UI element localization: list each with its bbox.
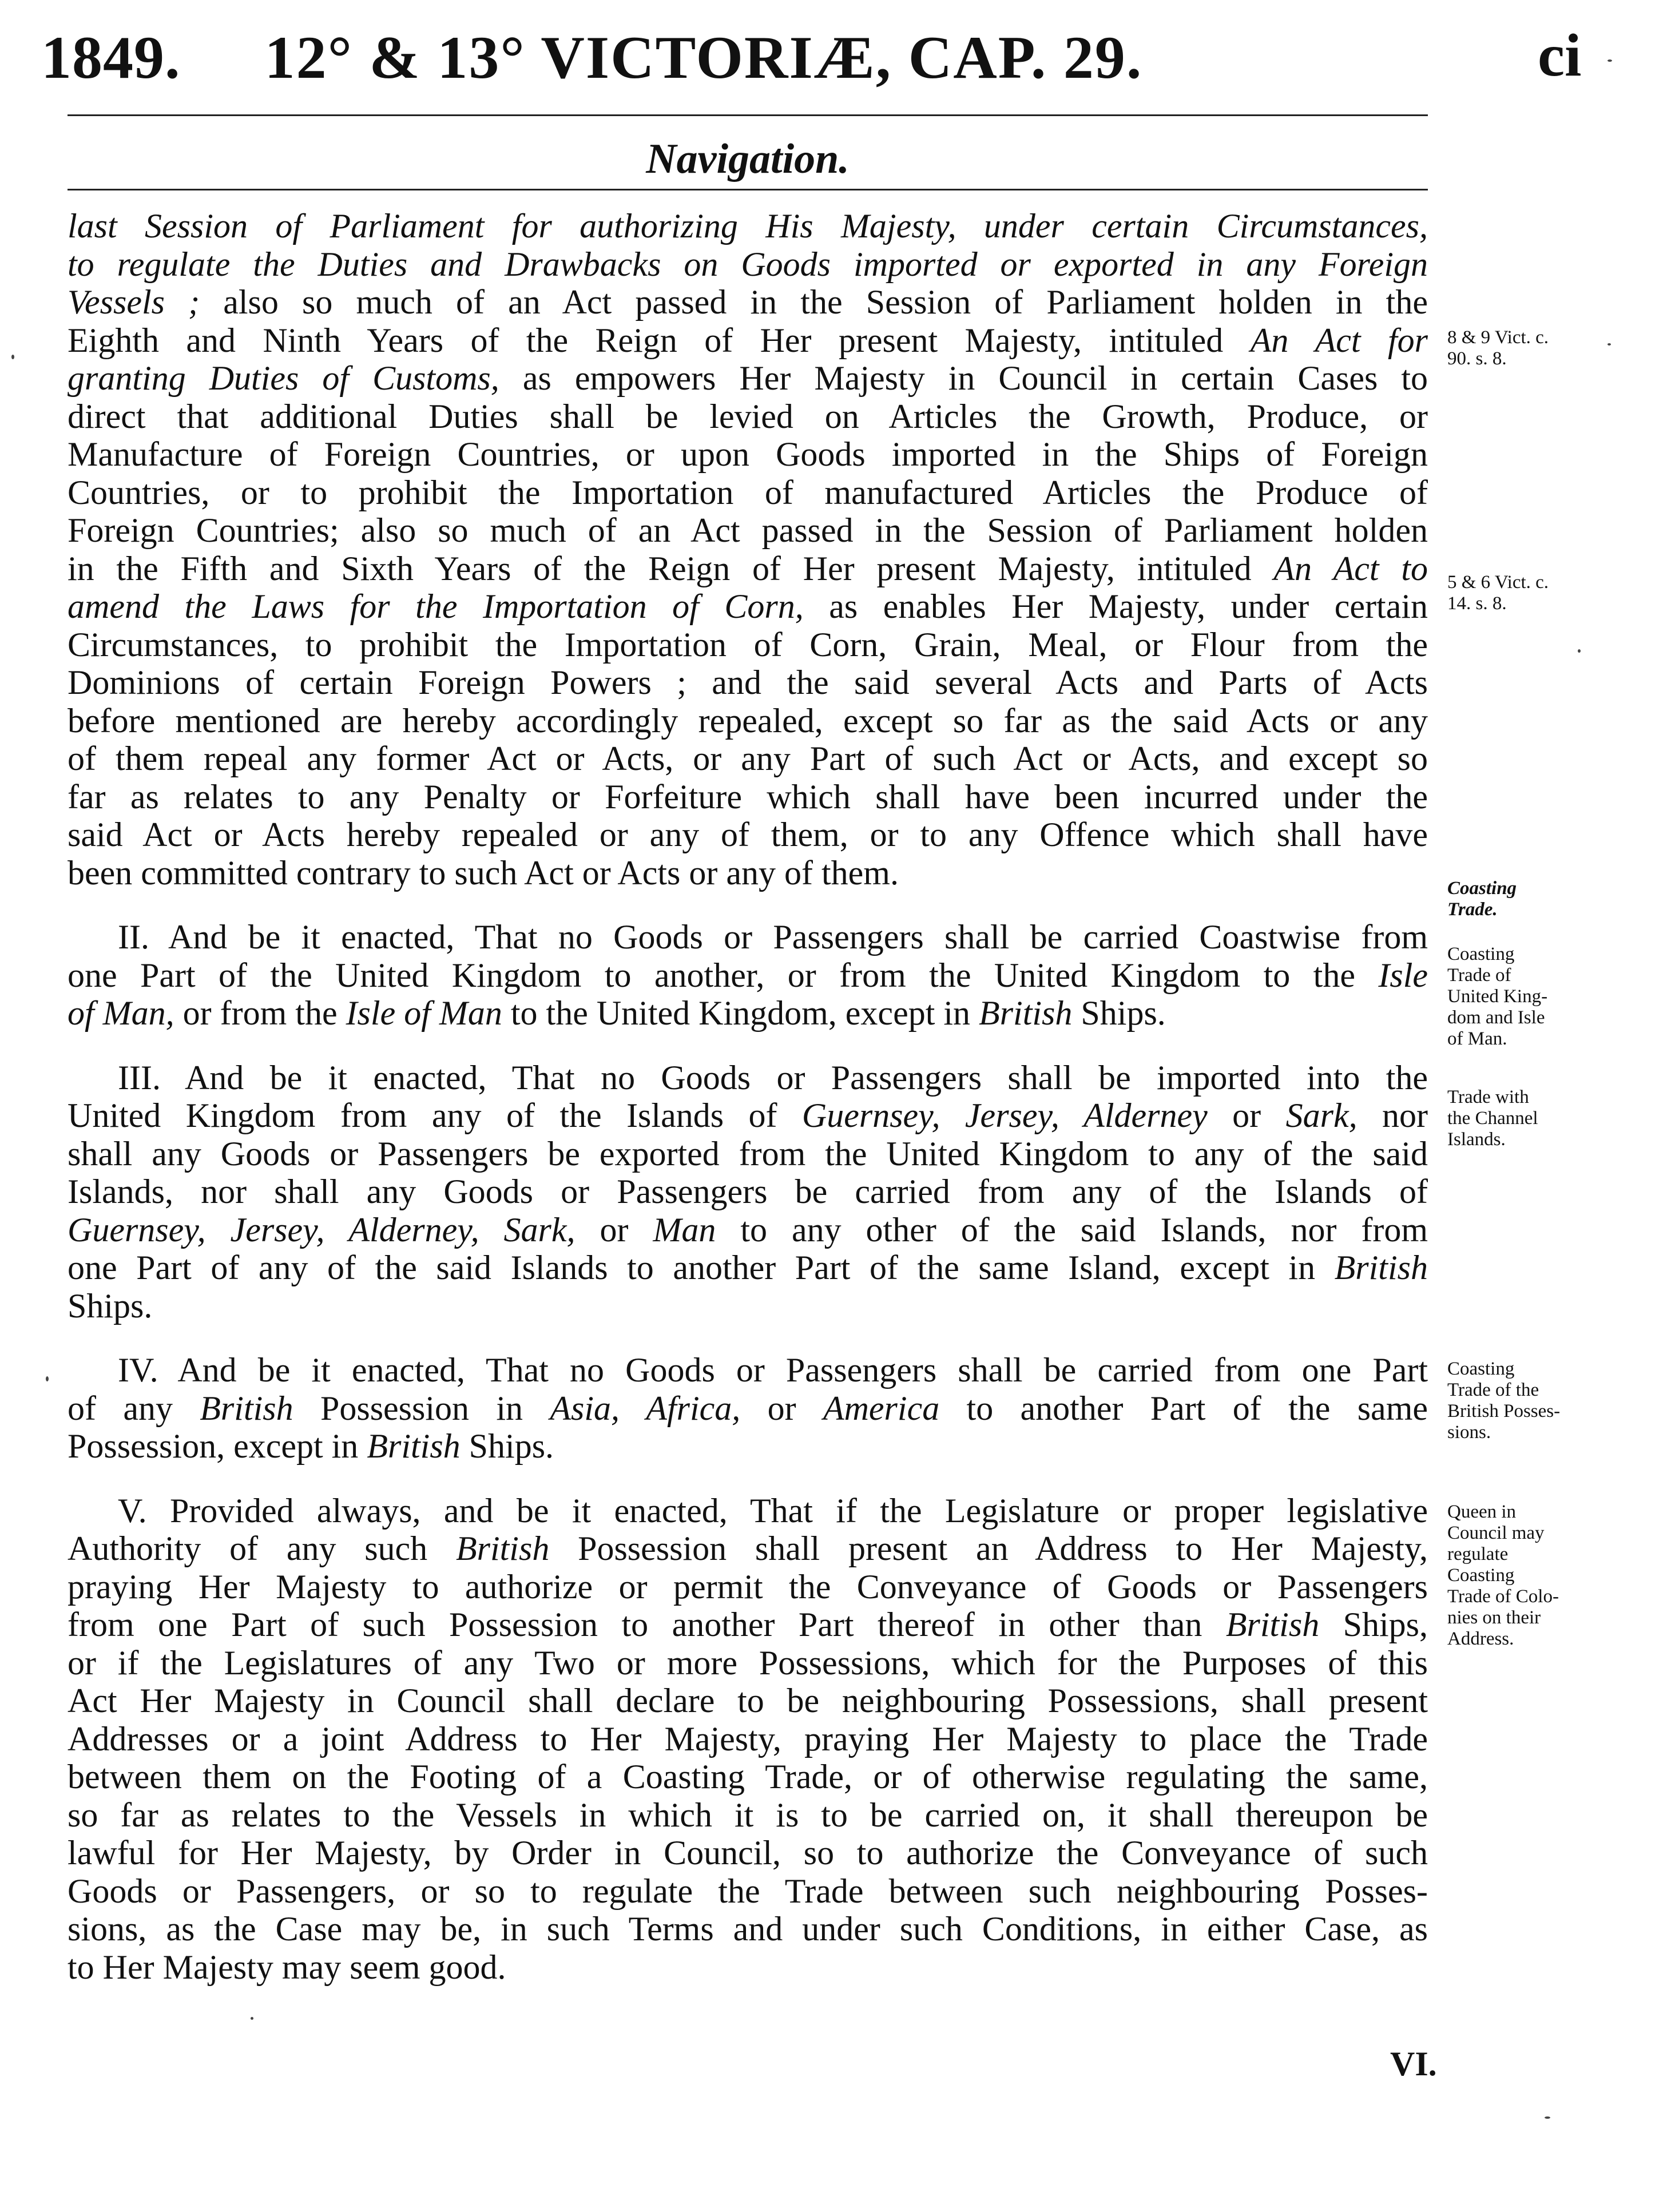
text-segment: Possession in	[293, 1389, 550, 1427]
margin-note-line: 8 & 9 Vict. c.	[1447, 327, 1549, 348]
text-line	[68, 398, 1428, 436]
scan-speck	[11, 355, 14, 359]
text-line	[68, 778, 1428, 816]
text-segment: III. And be it enacted, That no Goods or Passengers shall be imported into the	[118, 1058, 1428, 1097]
paragraph-gap	[68, 1032, 1428, 1059]
margin-note-line: Coasting	[1447, 878, 1517, 899]
text-line	[68, 1097, 1428, 1135]
italic-text: British	[1334, 1249, 1428, 1286]
margin-note-line: Queen in	[1447, 1502, 1517, 1522]
text-line	[68, 1135, 1428, 1173]
text-segment: nor	[1357, 1097, 1428, 1134]
text-segment: said Act or Acts hereby repealed or any of them, or to any Offence which shall have	[68, 816, 1428, 853]
margin-note-line: the Channel	[1447, 1108, 1538, 1129]
margin-note-line: Trade.	[1447, 899, 1498, 920]
italic-text: Sark,	[1285, 1097, 1358, 1134]
text-line	[68, 1682, 1428, 1720]
margin-note-line: Islands.	[1447, 1129, 1506, 1150]
italic-text: to regulate the Duties and Drawbacks on Goods imported or exported in any Foreign	[68, 245, 1428, 283]
italic-text: of Man,	[68, 994, 174, 1032]
text-line	[68, 1910, 1428, 1948]
text-line	[68, 1606, 1428, 1644]
margin-note-line: Coasting	[1447, 944, 1515, 964]
italic-text: An Act to	[1273, 549, 1428, 587]
italic-text: Vessels ;	[68, 283, 200, 321]
margin-note-line: Trade with	[1447, 1087, 1529, 1107]
italic-text: America	[823, 1389, 940, 1427]
scan-speck	[1545, 2116, 1550, 2119]
margin-note-channel-islands	[1447, 1087, 1538, 1150]
italic-text: An Act for	[1250, 321, 1428, 359]
text-line	[68, 1872, 1428, 1911]
text-line	[68, 1173, 1428, 1211]
margin-note-5-6-vict	[1447, 572, 1549, 614]
text-segment: Circumstances, to prohibit the Importation of Corn, Grain, Meal, or Flour from the	[68, 625, 1428, 664]
margin-note-line: Coasting	[1447, 1565, 1515, 1586]
text-line	[68, 702, 1428, 740]
text-segment: Possession shall present an Address to Her Majesty,	[549, 1530, 1428, 1567]
text-line	[68, 321, 1428, 360]
text-segment: Foreign Countries; also so much of an Act passed in the Session of Parliament holden	[68, 511, 1428, 549]
text-line	[68, 550, 1428, 588]
text-line	[68, 1948, 1428, 1987]
text-line	[68, 1530, 1428, 1568]
text-line	[68, 587, 1428, 626]
margin-note-line: regulate	[1447, 1544, 1509, 1564]
scan-speck	[1578, 649, 1581, 653]
margin-note-british-possessions	[1447, 1359, 1560, 1443]
italic-text: British	[200, 1389, 293, 1427]
text-line	[68, 956, 1428, 995]
text-segment: shall any Goods or Passengers be exported from the United Kingdom to any of the said	[68, 1134, 1428, 1173]
italic-text: Isle of Man	[346, 994, 502, 1032]
text-line	[68, 816, 1428, 854]
italic-text: British	[367, 1427, 461, 1465]
text-line	[68, 994, 1428, 1032]
text-line	[68, 1249, 1428, 1287]
text-segment: between them on the Footing of a Coasting Trade, or of otherwise regulating the same,	[68, 1758, 1428, 1796]
text-segment: to any other of the said Islands, nor from	[716, 1210, 1428, 1249]
margin-note-coasting-uk	[1447, 944, 1547, 1050]
text-segment: so far as relates to the Vessels in which it is to be carried on, it shall thereupon be	[68, 1796, 1428, 1834]
text-line	[68, 1287, 1428, 1325]
text-segment: Authority of any such	[68, 1530, 456, 1567]
italic-text: British	[1225, 1606, 1320, 1643]
paragraph-gap	[68, 1466, 1428, 1492]
text-segment: Ships.	[460, 1427, 554, 1465]
text-segment: V. Provided always, and be it enacted, That if the Legislature or proper legislative	[118, 1491, 1428, 1530]
text-line	[68, 1492, 1428, 1530]
header-year: 1849.	[41, 24, 181, 91]
italic-text: last Session of Parliament for authorizing His Majesty, under certain Circumstances,	[68, 207, 1428, 245]
italic-text: Isle	[1378, 956, 1428, 994]
scan-speck	[1607, 343, 1611, 345]
text-line	[68, 359, 1428, 398]
scan-speck	[251, 2017, 253, 2020]
italic-text: amend the Laws for the Importation of Corn,	[68, 587, 804, 625]
text-segment: to Her Majesty may seem good.	[68, 1948, 506, 1986]
margin-note-line: British Posses-	[1447, 1401, 1561, 1421]
margin-note-line: Council may	[1447, 1523, 1545, 1543]
text-segment: or if the Legislatures of any Two or more Possessions, which for the Purposes of this	[68, 1643, 1428, 1682]
text-line	[68, 1211, 1428, 1249]
text-line	[68, 740, 1428, 778]
italic-text: Man	[653, 1210, 716, 1249]
body-text	[68, 207, 1428, 1986]
text-segment: or	[1207, 1097, 1286, 1134]
text-segment: or from the	[174, 994, 346, 1032]
text-line	[68, 918, 1428, 956]
text-segment: Ships.	[68, 1286, 153, 1325]
text-line	[68, 1351, 1428, 1389]
scan-speck	[1607, 59, 1612, 62]
text-segment: or	[740, 1389, 823, 1427]
text-segment: Goods or Passengers, or so to regulate the Trade between such neighbouring Posses-	[68, 1872, 1428, 1910]
text-segment: Ships,	[1319, 1606, 1428, 1643]
page-number: ci	[1538, 22, 1582, 89]
text-segment: United Kingdom from any of the Islands of	[68, 1097, 802, 1134]
text-segment: of them repeal any former Act or Acts, or any Part of such Act or Acts, and except so	[68, 740, 1428, 777]
text-segment: far as relates to any Penalty or Forfeiture which shall have been incurred under the	[68, 777, 1428, 816]
margin-note-line: sions.	[1447, 1422, 1491, 1443]
text-line	[68, 1568, 1428, 1606]
text-segment: Act Her Majesty in Council shall declare to be neighbouring Possessions, shall present	[68, 1682, 1428, 1719]
text-line	[68, 1758, 1428, 1796]
margin-note-line: 5 & 6 Vict. c.	[1447, 572, 1549, 593]
text-segment: IV. And be it enacted, That no Goods or Passengers shall be carried from one Part	[118, 1351, 1428, 1389]
margin-note-line: of Man.	[1447, 1028, 1507, 1049]
text-segment: to another Part of the same	[939, 1389, 1428, 1427]
italic-text: British	[979, 994, 1073, 1032]
header-title: 12° & 13° VICTORIÆ, CAP. 29.	[264, 24, 1143, 91]
text-line	[68, 854, 1428, 892]
text-line	[68, 1389, 1428, 1428]
margin-note-line: nies on their	[1447, 1607, 1541, 1628]
text-line	[68, 1644, 1428, 1682]
text-segment: direct that additional Duties shall be levied on Articles the Growth, Produce, or	[68, 397, 1428, 435]
italic-text: Guernsey, Jersey, Alderney	[801, 1097, 1208, 1134]
text-segment: as enables Her Majesty, under certain	[803, 587, 1428, 625]
text-segment: also so much of an Act passed in the Session of Parliament holden in the	[200, 283, 1428, 321]
text-segment: praying Her Majesty to authorize or permit the Conveyance of Goods or Passengers	[68, 1567, 1428, 1606]
text-segment: sions, as the Case may be, in such Terms and under such Conditions, in either Case, as	[68, 1910, 1428, 1948]
header-rule-bottom	[68, 189, 1428, 190]
margin-note-line: Coasting	[1447, 1359, 1515, 1379]
text-line	[68, 1720, 1428, 1758]
margin-note-line: 14. s. 8.	[1447, 593, 1507, 614]
margin-note-8-9-vict	[1447, 327, 1549, 370]
margin-note-line: Trade of	[1447, 965, 1511, 986]
text-segment: to the United Kingdom, except in	[502, 994, 979, 1032]
text-segment: Countries, or to prohibit the Importation of manufactured Articles the Produce of	[68, 473, 1428, 511]
text-segment: or	[575, 1210, 653, 1249]
text-segment: Eighth and Ninth Years of the Reign of Her present Majesty, intituled	[68, 321, 1251, 359]
text-segment: Addresses or a joint Address to Her Majesty, praying Her Majesty to place the Trade	[68, 1719, 1428, 1758]
margin-note-line: Trade of Colo-	[1447, 1586, 1559, 1607]
text-line	[68, 207, 1428, 245]
margin-note-line: dom and Isle	[1447, 1007, 1545, 1028]
text-line	[68, 1796, 1428, 1834]
text-line	[68, 435, 1428, 474]
margin-note-queen-regulate	[1447, 1502, 1559, 1650]
italic-text: Guernsey, Jersey, Alderney, Sark,	[68, 1210, 575, 1249]
margin-heading-coasting-trade	[1447, 878, 1517, 920]
text-line	[68, 1427, 1428, 1466]
margin-note-line: Address.	[1447, 1629, 1514, 1649]
text-segment: in the Fifth and Sixth Years of the Reign of Her present Majesty, intituled	[68, 549, 1274, 587]
running-title: Navigation.	[646, 136, 850, 182]
text-segment: lawful for Her Majesty, by Order in Council, so to authorize the Conveyance of such	[68, 1834, 1428, 1872]
margin-note-line: United King-	[1447, 986, 1548, 1007]
text-line	[68, 511, 1428, 550]
text-segment: before mentioned are hereby accordingly repealed, except so far as the said Acts or any	[68, 701, 1428, 740]
margin-note-line: Trade of the	[1447, 1380, 1539, 1400]
paragraph-gap	[68, 892, 1428, 918]
italic-text: Asia, Africa,	[550, 1389, 741, 1427]
margin-note-line: 90. s. 8.	[1447, 348, 1507, 369]
text-line	[68, 1834, 1428, 1872]
text-segment: been committed contrary to such Act or Acts or any of them.	[68, 853, 899, 892]
text-segment: one Part of the United Kingdom to another, or from the United Kingdom to the	[68, 956, 1379, 994]
text-segment: from one Part of such Possession to another Part thereof in other than	[68, 1606, 1226, 1643]
text-line	[68, 245, 1428, 284]
text-segment: II. And be it enacted, That no Goods or Passengers shall be carried Coastwise from	[118, 918, 1428, 956]
text-line	[68, 474, 1428, 512]
catchword: VI.	[1390, 2045, 1437, 2083]
text-segment: Ships.	[1072, 994, 1166, 1032]
text-line	[68, 1059, 1428, 1097]
text-segment: Dominions of certain Foreign Powers ; and the said several Acts and Parts of Acts	[68, 664, 1428, 701]
text-line	[68, 283, 1428, 321]
text-line	[68, 664, 1428, 702]
text-line	[68, 626, 1428, 664]
header-rule-top	[68, 114, 1428, 116]
text-segment: of any	[68, 1389, 200, 1427]
text-segment: Possession, except in	[68, 1427, 367, 1465]
text-segment: as empowers Her Majesty in Council in certain Cases to	[499, 359, 1428, 397]
italic-text: British	[455, 1530, 550, 1567]
italic-text: granting Duties of Customs,	[68, 359, 499, 397]
text-segment: one Part of any of the said Islands to another Part of the same Island, except in	[68, 1249, 1335, 1286]
paragraph-gap	[68, 1325, 1428, 1351]
scan-speck	[46, 1376, 49, 1381]
text-segment: Manufacture of Foreign Countries, or upon Goods imported in the Ships of Foreign	[68, 435, 1428, 473]
text-segment: Islands, nor shall any Goods or Passengers be carried from any of the Islands of	[68, 1173, 1428, 1210]
